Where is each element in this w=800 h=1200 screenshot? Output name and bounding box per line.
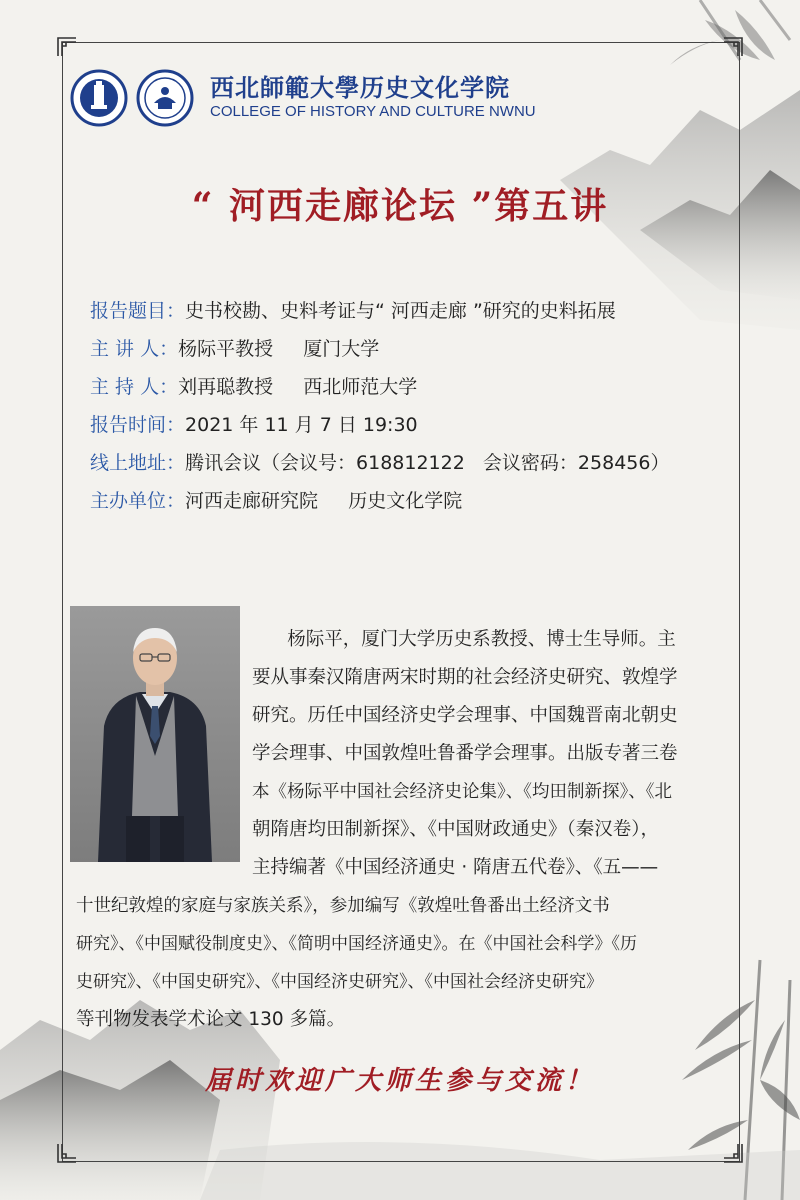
info-row-organizer: [90, 480, 770, 518]
closing-invitation: 届时欢迎广大师生参与交流！: [204, 1066, 595, 1096]
bio-line: 本《杨际平中国社会经济史论集》、《均田制新探》、《北: [252, 782, 672, 802]
info-value: 史书校勘、史料考证与“ 河西走廊 ”研究的史料拓展: [185, 299, 616, 322]
frame-corner-ornament: [56, 36, 78, 58]
speaker-portrait: [70, 606, 240, 862]
info-value: 刘再聪教授 西北师范大学: [178, 375, 418, 398]
bio-line: 朝隋唐均田制新探》、《中国财政通史》（秦汉卷），: [252, 819, 660, 840]
bio-line: 等刊物发表学术论文 130 多篇。: [76, 1009, 346, 1030]
bio-line: 史研究》、《中国史研究》、《中国经济史研究》、《中国社会经济史研究》: [76, 972, 603, 992]
info-label: 报告题目：: [90, 299, 186, 322]
bio-line: 杨际平，厦门大学历史系教授、博士生导师。主: [252, 629, 676, 650]
bio-line: 十世纪敦煌的家庭与家族关系》，参加编写《敦煌吐鲁番出土经济文书: [76, 896, 610, 916]
bio-line: 要从事秦汉隋唐两宋时期的社会经济史研究、敦煌学: [252, 667, 678, 688]
info-label: 主 持 人：: [90, 375, 179, 398]
info-label: 线上地址：: [90, 451, 186, 474]
org-name-cn: 西北師範大學历史文化学院: [210, 73, 510, 102]
page-title: “ 河西走廊论坛 ”第五讲: [191, 185, 609, 227]
university-seal-icon: [70, 69, 128, 127]
bio-line: 研究》、《中国赋役制度史》、《简明中国经济通史》。在《中国社会科学》《历: [76, 934, 637, 954]
institution-header: [70, 66, 536, 130]
info-row-speaker: [90, 328, 770, 366]
info-row-topic: [90, 290, 770, 328]
info-value: 2021 年 11 月 7 日 19:30: [185, 413, 418, 436]
frame-corner-ornament: [722, 36, 744, 58]
org-name-en: COLLEGE OF HISTORY AND CULTURE NWNU: [210, 103, 536, 120]
frame-corner-ornament: [56, 1142, 78, 1164]
bio-line: 学会理事、中国敦煌吐鲁番学会理事。出版专著三卷: [252, 743, 678, 764]
info-row-host: [90, 366, 770, 404]
info-value: 河西走廊研究院 历史文化学院: [185, 489, 463, 512]
info-row-online-address: [90, 442, 770, 480]
bio-line: 主持编著《中国经济通史 · 隋唐五代卷》、《五——: [252, 857, 659, 878]
lecture-info-list: [90, 290, 770, 518]
college-seal-icon: [136, 69, 194, 127]
info-label: 主 讲 人：: [90, 337, 179, 360]
info-value: 腾讯会议（会议号：618812122 会议密码：258456）: [185, 451, 670, 474]
frame-corner-ornament: [722, 1142, 744, 1164]
info-value: 杨际平教授 厦门大学: [178, 337, 380, 360]
info-row-time: [90, 404, 770, 442]
bio-line: 研究。历任中国经济史学会理事、中国魏晋南北朝史: [252, 705, 678, 726]
info-label: 主办单位：: [90, 489, 186, 512]
info-label: 报告时间：: [90, 413, 186, 436]
